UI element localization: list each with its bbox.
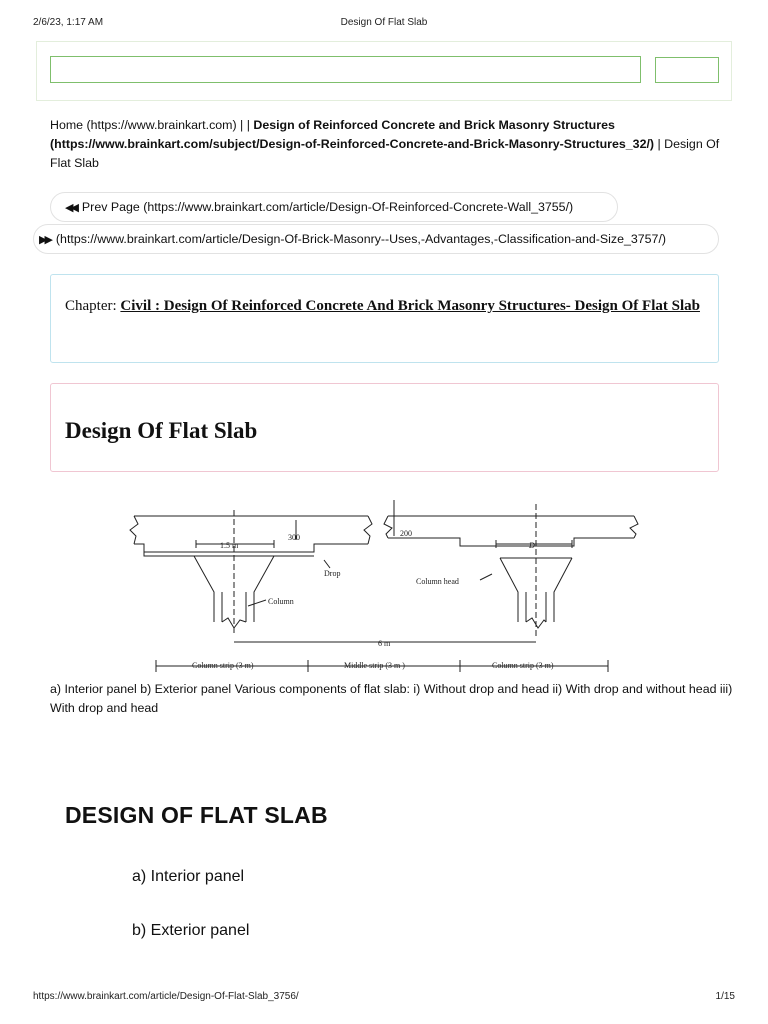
section-heading: DESIGN OF FLAT SLAB xyxy=(65,802,328,828)
label-column-strip-right: Column strip (3 m) xyxy=(492,661,554,670)
title-box xyxy=(50,383,719,472)
breadcrumb-subject-link[interactable]: Design of Reinforced Concrete and Brick Masonry Structures (https://www.brainkart.com/subject/Design-of-Reinforced-Concrete-and-Brick-Masonry-Structures_32/) xyxy=(50,118,655,151)
flat-slab-figure xyxy=(124,496,642,676)
drop-leader xyxy=(324,560,330,568)
breadcrumb-separator: | xyxy=(654,137,665,151)
breadcrumb-current: Design Of Flat Slab xyxy=(50,137,720,170)
slab-left-right-break xyxy=(364,516,372,544)
label-200: 200 xyxy=(400,529,412,538)
search-input[interactable] xyxy=(50,56,641,83)
prev-page-button[interactable] xyxy=(50,192,618,222)
chapter-box xyxy=(50,274,719,363)
chapter-prefix: Chapter: xyxy=(65,298,121,314)
next-page-button[interactable] xyxy=(33,224,719,254)
drop-left xyxy=(144,552,314,556)
figure-caption: a) Interior panel b) Exterior panel Various components of flat slab: i) Without drop and head ii) With drop and without head iii) With drop and head xyxy=(50,682,733,715)
slab-right-end-break xyxy=(630,516,638,538)
slab-left-break xyxy=(130,516,138,544)
label-1-5m: 1.5 m xyxy=(220,541,239,550)
page-number: 1/15 xyxy=(715,991,735,1002)
label-column-head: Column head xyxy=(416,577,459,586)
list-item: b) Exterior panel xyxy=(132,922,250,939)
label-column-strip-left: Column strip (3 m) xyxy=(192,661,254,670)
column-head-leader xyxy=(480,574,492,580)
print-datetime: 2/6/23, 1:17 AM xyxy=(33,17,104,28)
label-d: D xyxy=(529,541,535,550)
column-leader xyxy=(248,600,266,606)
double-left-arrow-icon: ◀◀ xyxy=(65,202,76,214)
label-300: 300 xyxy=(288,533,300,542)
print-header xyxy=(0,17,768,31)
label-6m: 6 m xyxy=(378,639,391,648)
breadcrumb-home-link[interactable]: Home (https://www.brainkart.com) xyxy=(50,118,237,132)
slab-right-break xyxy=(384,516,392,538)
search-button[interactable] xyxy=(655,57,719,83)
breadcrumb-separator: | | xyxy=(236,118,254,132)
slab-left-outline xyxy=(134,516,368,552)
chapter-link[interactable]: Civil : Design Of Reinforced Concrete And Brick Masonry Structures- Design Of Flat Slab xyxy=(120,298,700,314)
double-right-arrow-icon: ▶▶ xyxy=(39,234,50,246)
next-page-label: (https://www.brainkart.com/article/Design-Of-Brick-Masonry--Uses,-Advantages,-Classification-and-Size_3757/) xyxy=(55,232,667,246)
slab-right-outline xyxy=(388,516,634,546)
print-footer xyxy=(0,991,768,1005)
print-url: https://www.brainkart.com/article/Design-Of-Flat-Slab_3756/ xyxy=(33,991,299,1002)
search-bar xyxy=(36,41,732,101)
prev-page-label: Prev Page (https://www.brainkart.com/article/Design-Of-Reinforced-Concrete-Wall_3755/) xyxy=(81,200,574,214)
label-column: Column xyxy=(268,597,294,606)
label-drop: Drop xyxy=(324,569,341,578)
label-middle-strip: Middle strip (3 m ) xyxy=(344,661,405,670)
list-item: a) Interior panel xyxy=(132,868,245,885)
page-title: Design Of Flat Slab xyxy=(65,418,258,443)
breadcrumb xyxy=(50,116,720,173)
print-title: Design Of Flat Slab xyxy=(340,17,428,28)
